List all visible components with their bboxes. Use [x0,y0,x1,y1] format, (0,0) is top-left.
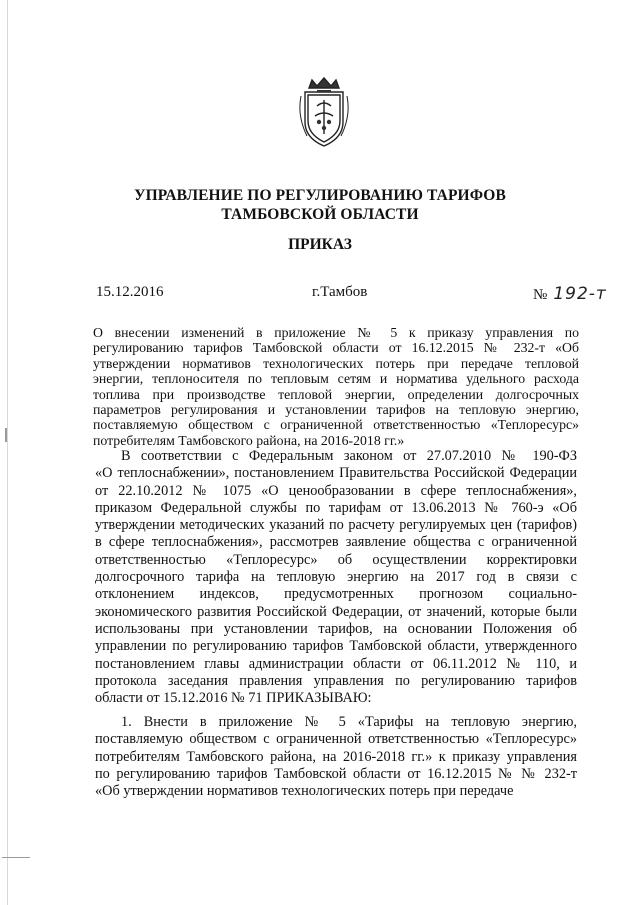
coat-of-arms-emblem [297,76,351,148]
document-number-label: № [533,287,548,303]
organization-title-line2: ТАМБОВСКОЙ ОБЛАСТИ [221,206,419,223]
document-city: г.Тамбов [312,284,368,300]
text-line: регулированию тарифов Тамбовской области от 16.12.2015 № 232-т «Об [93,340,579,356]
document-date: 15.12.2016 [96,284,164,300]
text-line: использованы при установлении тарифов, на основании Положения об [95,620,577,637]
text-line: управлении по регулированию тарифов Тамбовской области, утвержденного [95,638,577,655]
text-line: В соответствии с Федеральным законом от 27.07.2010 № 190-ФЗ [121,448,577,464]
text-line: отклонением индексов, предусмотренных прогнозом социально- [95,586,577,603]
document-number [533,284,607,304]
text-line: экономического развития Российской Федерации, от значений, которые были [95,603,577,620]
text-line: параметров регулирования и установлении тарифов на тепловую энергию, [93,402,579,418]
organization-title-line1: УПРАВЛЕНИЕ ПО РЕГУЛИРОВАНИЮ ТАРИФОВ [134,187,506,204]
text-line: утверждении методических указаний по расчету регулируемых цен (тарифов) [95,517,577,534]
text-line: поставляемую обществом с ограниченной ответственностью «Теплоресурс» [95,731,577,748]
text-line: области от 15.12.2016 № 71 ПРИКАЗЫВАЮ: [95,690,372,707]
text-line: потребителям Тамбовского района, на 2016-2018 гг.» к приказу управления [95,748,577,765]
text-line: 1. Внести в приложение № 5 «Тарифы на тепловую энергию, [121,714,577,730]
text-line: утверждении нормативов технологических потерь при передаче тепловой [93,355,579,371]
order-subject [93,325,579,448]
text-line: от 22.10.2012 № 1075 «О ценообразовании в сфере теплоснабжения», [95,482,577,499]
document-type-title: ПРИКАЗ [288,236,352,253]
scan-margin-mark [5,428,7,442]
text-line: «Об утверждении нормативов технологических потерь при передаче [95,783,514,800]
text-line: постановлением главы администрации области от 06.11.2012 № 110, и [95,655,577,672]
text-line: протокола заседания правления управления по регулированию тарифов [95,672,577,689]
text-line: по регулированию тарифов Тамбовской области от 16.12.2015 № № 232-т [95,765,577,782]
text-line: поставляемую обществом с ограниченной ответственностью «Теплоресурс» [93,417,579,433]
preamble-paragraph [95,448,577,707]
text-line: энергии, теплоносителя по тепловым сетям и норматива удельного расхода [93,371,579,387]
text-line: потребителям Тамбовского района, на 2016-2018 гг.» [93,432,405,448]
document-number-handwritten: 192-т [553,284,607,304]
text-line: ответственностью «Теплоресурс» об осуществлении корректировки [95,551,577,568]
clause-1-paragraph [95,714,577,800]
text-line: топлива при производстве тепловой энергии, определении долгосрочных [93,386,579,402]
text-line: «О теплоснабжении», постановлением Правительства Российской Федерации [95,465,577,482]
scan-margin-mark [7,0,8,905]
text-line: в сфере теплоснабжения», рассмотрев заявление общества с ограниченной [95,534,577,551]
scan-margin-mark [2,857,30,858]
text-line: О внесении изменений в приложение № 5 к приказу управления по [93,325,579,340]
organization-title [0,186,640,224]
text-line: долгосрочного тарифа на тепловую энергию на 2017 год в связи с [95,569,577,586]
text-line: приказом Федеральной службы по тарифам от 13.06.2013 № 760-э «Об [95,499,577,516]
